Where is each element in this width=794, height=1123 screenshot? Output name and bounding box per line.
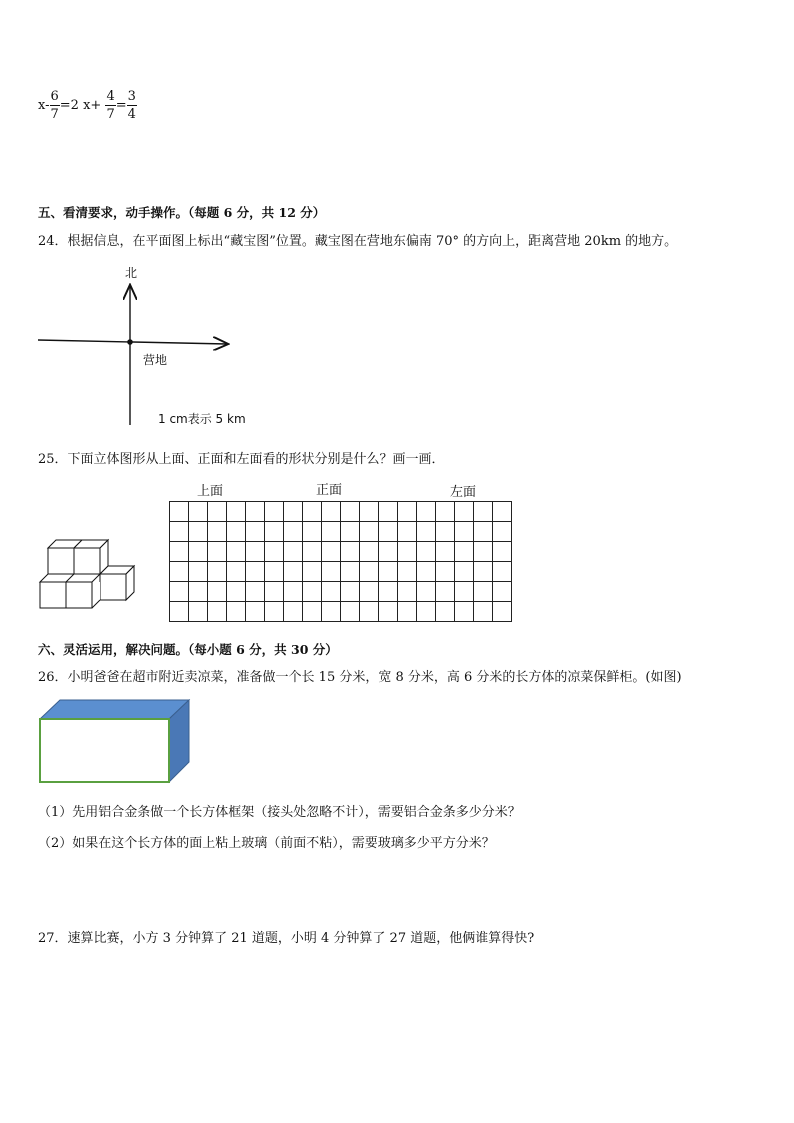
label-front-view: 正面 xyxy=(316,483,343,498)
grid-cell[interactable] xyxy=(341,602,360,622)
grid-cell[interactable] xyxy=(474,562,493,582)
grid-cell[interactable] xyxy=(436,582,455,602)
grid-cell[interactable] xyxy=(341,522,360,542)
grid-cell[interactable] xyxy=(189,522,208,542)
equation-x: x- xyxy=(38,98,50,113)
grid-cell[interactable] xyxy=(379,502,398,522)
grid-cell[interactable] xyxy=(474,542,493,562)
compass-diagram xyxy=(30,260,290,435)
grid-cell[interactable] xyxy=(322,562,341,582)
grid-cell[interactable] xyxy=(379,562,398,582)
grid-cell[interactable] xyxy=(474,502,493,522)
grid-cell[interactable] xyxy=(436,542,455,562)
grid-cell[interactable] xyxy=(417,542,436,562)
grid-cell[interactable] xyxy=(189,542,208,562)
grid-cell[interactable] xyxy=(170,522,189,542)
scale-label: 1 cm表示 5 km xyxy=(158,412,246,426)
grid-cell[interactable] xyxy=(189,602,208,622)
grid-cell[interactable] xyxy=(227,542,246,562)
grid-cell[interactable] xyxy=(265,542,284,562)
grid-cell[interactable] xyxy=(474,602,493,622)
grid-cell[interactable] xyxy=(284,522,303,542)
grid-cell[interactable] xyxy=(208,562,227,582)
grid-cell[interactable] xyxy=(284,562,303,582)
grid-cell[interactable] xyxy=(170,502,189,522)
label-left-view: 左面 xyxy=(450,485,477,500)
grid-cell[interactable] xyxy=(189,582,208,602)
grid-cell[interactable] xyxy=(417,522,436,542)
grid-cell[interactable] xyxy=(322,522,341,542)
grid-cell[interactable] xyxy=(493,582,512,602)
question-24-text: 24．根据信息，在平面图上标出“藏宝图”位置。藏宝图在营地东偏南 70° 的方向上，距离营地 20km 的地方。 xyxy=(38,234,678,249)
north-label: 北 xyxy=(125,266,138,280)
cube-stack-figure xyxy=(36,536,136,610)
label-top-view: 上面 xyxy=(197,484,224,499)
grid-cell[interactable] xyxy=(303,582,322,602)
grid-cell[interactable] xyxy=(322,602,341,622)
camp-label: 营地 xyxy=(143,353,168,367)
cuboid-top-face xyxy=(40,700,189,719)
grid-cell[interactable] xyxy=(227,562,246,582)
grid-cell[interactable] xyxy=(455,542,474,562)
grid-cell[interactable] xyxy=(436,562,455,582)
grid-cell[interactable] xyxy=(303,542,322,562)
grid-cell[interactable] xyxy=(493,522,512,542)
equation xyxy=(38,88,137,123)
grid-cell[interactable] xyxy=(398,542,417,562)
grid-cell[interactable] xyxy=(246,522,265,542)
grid-cell[interactable] xyxy=(284,502,303,522)
grid-cell[interactable] xyxy=(360,542,379,562)
grid-cell[interactable] xyxy=(303,562,322,582)
grid-cell[interactable] xyxy=(208,542,227,562)
grid-cell[interactable] xyxy=(379,582,398,602)
grid-cell[interactable] xyxy=(246,502,265,522)
equation-mid: =2 x+ xyxy=(59,98,102,113)
question-26-sub1: （1）先用铝合金条做一个长方体框架（接头处忽略不计），需要铝合金条多少分米？ xyxy=(38,805,521,820)
question-25-text: 25．下面立体图形从上面、正面和左面看的形状分别是什么？画一画． xyxy=(38,452,445,467)
section-6-title: 六、灵活运用，解决问题。（每小题 6 分，共 30 分） xyxy=(38,642,338,657)
grid-cell[interactable] xyxy=(493,602,512,622)
grid-cell[interactable] xyxy=(436,602,455,622)
grid-cell[interactable] xyxy=(341,562,360,582)
grid-cell[interactable] xyxy=(436,502,455,522)
grid-cell[interactable] xyxy=(208,582,227,602)
fraction-1: $\frac{6}{7}$ xyxy=(50,89,59,122)
grid-cell[interactable] xyxy=(227,582,246,602)
grid-cell[interactable] xyxy=(227,602,246,622)
grid-cell[interactable] xyxy=(284,582,303,602)
grid-cell[interactable] xyxy=(284,542,303,562)
grid-cell[interactable] xyxy=(417,562,436,582)
grid-cell[interactable] xyxy=(455,582,474,602)
cuboid-figure xyxy=(38,698,194,786)
grid-cell[interactable] xyxy=(246,582,265,602)
grid-cell[interactable] xyxy=(265,602,284,622)
grid-cell[interactable] xyxy=(398,602,417,622)
grid-cell[interactable] xyxy=(398,502,417,522)
grid-cell[interactable] xyxy=(417,502,436,522)
grid-cell[interactable] xyxy=(379,602,398,622)
grid-cell[interactable] xyxy=(493,562,512,582)
grid-cell[interactable] xyxy=(360,562,379,582)
grid-cell[interactable] xyxy=(341,502,360,522)
grid-cell[interactable] xyxy=(246,562,265,582)
grid-cell[interactable] xyxy=(455,502,474,522)
grid-cell[interactable] xyxy=(265,522,284,542)
grid-cell[interactable] xyxy=(379,522,398,542)
grid-cell[interactable] xyxy=(398,582,417,602)
question-26-sub2: （2）如果在这个长方体的面上粘上玻璃（前面不粘），需要玻璃多少平方分米？ xyxy=(38,836,495,851)
camp-point xyxy=(127,339,133,345)
grid-cell[interactable] xyxy=(474,582,493,602)
grid-cell[interactable] xyxy=(322,542,341,562)
grid-cell[interactable] xyxy=(246,542,265,562)
grid-cell[interactable] xyxy=(265,562,284,582)
grid-cell[interactable] xyxy=(455,602,474,622)
fraction-2: $\frac{4}{7}$ xyxy=(106,89,115,122)
question-27-text: 27．速算比赛，小方 3 分钟算了 21 道题，小明 4 分钟算了 27 道题，他俩谁算得快? xyxy=(38,931,535,946)
grid-cell[interactable] xyxy=(265,582,284,602)
grid-cell[interactable] xyxy=(474,522,493,542)
grid-cell[interactable] xyxy=(379,542,398,562)
grid-cell[interactable] xyxy=(170,582,189,602)
grid-cell[interactable] xyxy=(493,502,512,522)
grid-cell[interactable] xyxy=(417,582,436,602)
grid-cell[interactable] xyxy=(360,582,379,602)
question-26-text: 26．小明爸爸在超市附近卖凉菜，准备做一个长 15 分米，宽 8 分米，高 6 分米的长方体的凉菜保鲜柜。(如图) xyxy=(38,670,682,685)
grid-cell[interactable] xyxy=(341,542,360,562)
grid-cell[interactable] xyxy=(303,602,322,622)
grid-cell[interactable] xyxy=(170,562,189,582)
grid-cell[interactable] xyxy=(208,522,227,542)
grid-cell[interactable] xyxy=(322,502,341,522)
grid-cell[interactable] xyxy=(360,602,379,622)
grid-cell[interactable] xyxy=(246,602,265,622)
grid-cell[interactable] xyxy=(208,602,227,622)
fraction-3: $\frac{3}{4}$ xyxy=(127,89,136,122)
grid-cell[interactable] xyxy=(303,522,322,542)
grid-cell[interactable] xyxy=(322,582,341,602)
grid-cell[interactable] xyxy=(189,502,208,522)
section-5-title: 五、看清要求，动手操作。（每题 6 分，共 12 分） xyxy=(38,205,326,220)
grid-cell[interactable] xyxy=(455,562,474,582)
grid-cell[interactable] xyxy=(170,542,189,562)
grid-cell[interactable] xyxy=(417,602,436,622)
cuboid-front-face xyxy=(40,719,169,782)
grid-cell[interactable] xyxy=(341,582,360,602)
grid-cell[interactable] xyxy=(493,542,512,562)
equation-equals: = xyxy=(115,98,127,113)
grid-cell[interactable] xyxy=(360,502,379,522)
drawing-grid[interactable] xyxy=(169,501,512,622)
grid-cell[interactable] xyxy=(189,562,208,582)
grid-cell[interactable] xyxy=(398,562,417,582)
grid-cell[interactable] xyxy=(284,602,303,622)
grid-cell[interactable] xyxy=(265,502,284,522)
grid-cell[interactable] xyxy=(170,602,189,622)
grid-cell[interactable] xyxy=(208,502,227,522)
grid-cell[interactable] xyxy=(227,502,246,522)
grid-cell[interactable] xyxy=(360,522,379,542)
grid-cell[interactable] xyxy=(303,502,322,522)
grid-cell[interactable] xyxy=(436,522,455,542)
grid-cell[interactable] xyxy=(455,522,474,542)
grid-cell[interactable] xyxy=(398,522,417,542)
grid-cell[interactable] xyxy=(227,522,246,542)
